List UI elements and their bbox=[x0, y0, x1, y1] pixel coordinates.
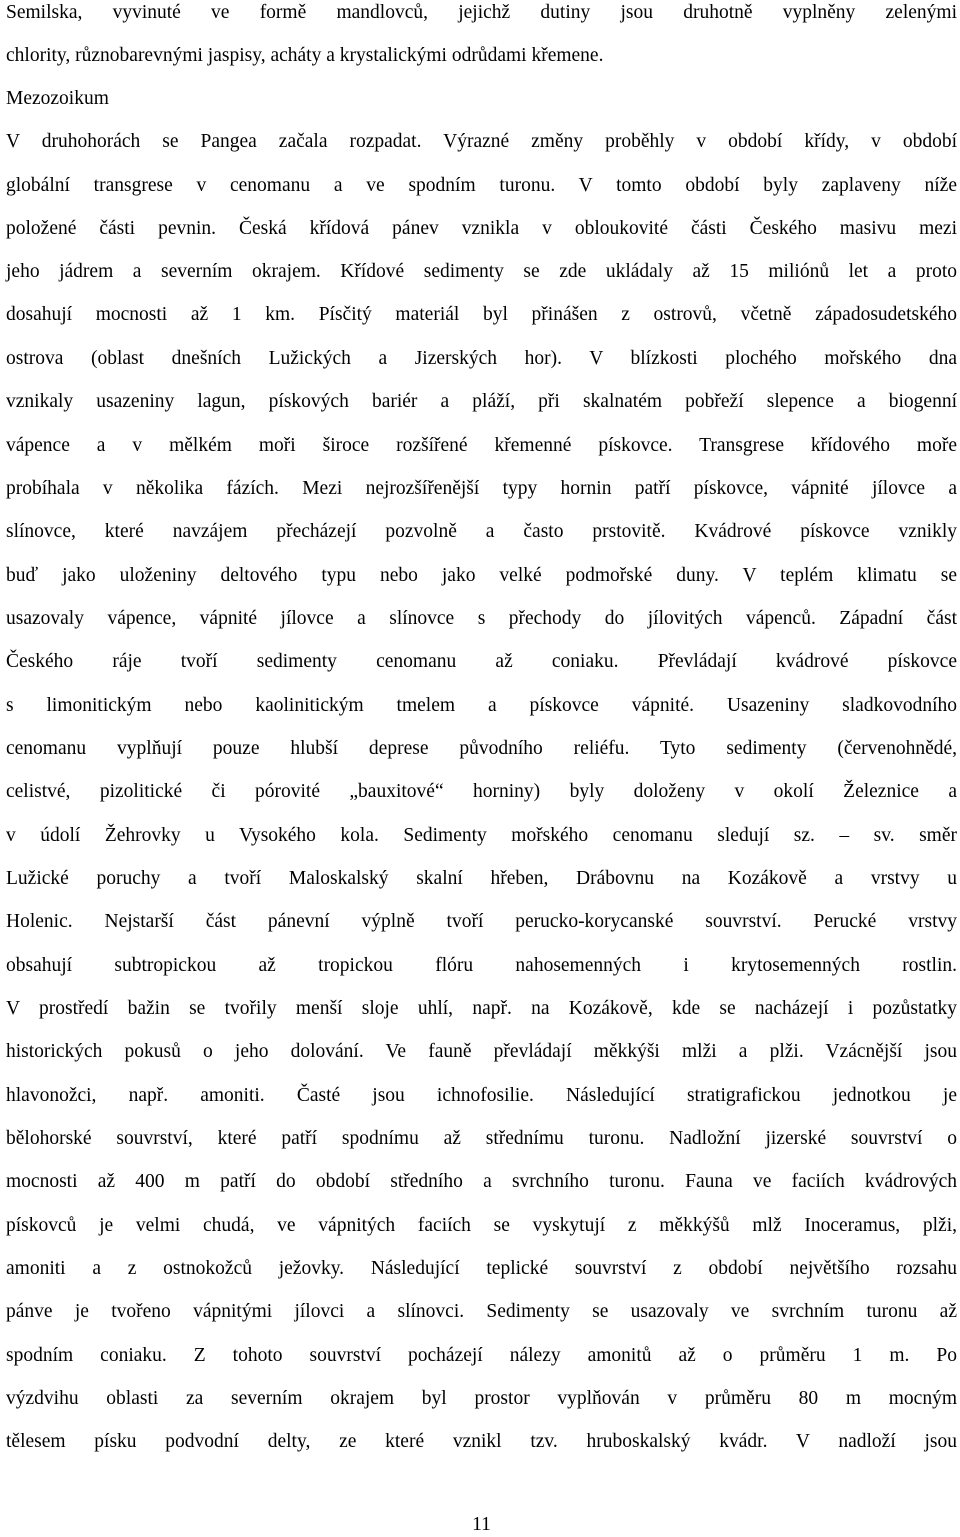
section-heading: Mezozoikum bbox=[6, 88, 109, 109]
text-line: spodním coniaku. Z tohoto souvrství pocházejí nálezy amonitů až o průměru 1 m. Po bbox=[6, 1345, 957, 1366]
text-line: jeho jádrem a severním okrajem. Křídové sedimenty se zde ukládaly až 15 miliónů let a proto bbox=[6, 261, 957, 282]
text-line: Českého ráje tvoří sedimenty cenomanu až coniaku. Převládají kvádrové pískovce bbox=[6, 651, 957, 672]
text-line: Lužické poruchy a tvoří Maloskalský skalní hřeben, Drábovnu na Kozákově a vrstvy u bbox=[6, 868, 957, 889]
page-number: 11 bbox=[472, 1514, 491, 1535]
text-line: hlavonožci, např. amoniti. Časté jsou ichnofosilie. Následující stratigrafickou jednotkou je bbox=[6, 1085, 957, 1106]
text-line: Semilska, vyvinuté ve formě mandlovců, jejichž dutiny jsou druhotně vyplněny zelenými bbox=[6, 2, 957, 23]
text-line: ostrova (oblast dnešních Lužických a Jizerských hor). V blízkosti plochého mořského dna bbox=[6, 348, 957, 369]
text-line: V prostředí bažin se tvořily menší sloje uhlí, např. na Kozákově, kde se nacházejí i pozůstatky bbox=[6, 998, 957, 1019]
text-line: mocnosti až 400 m patří do období středního a svrchního turonu. Fauna ve faciích kvádrových bbox=[6, 1171, 957, 1192]
text-line: obsahují subtropickou až tropickou flóru nahosemenných i krytosemenných rostlin. bbox=[6, 955, 957, 976]
text-line: globální transgrese v cenomanu a ve spodním turonu. V tomto období byly zaplaveny níže bbox=[6, 175, 957, 196]
text-line: tělesem písku podvodní delty, ze které vznikl tzv. hruboskalský kvádr. V nadloží jsou bbox=[6, 1431, 957, 1452]
text-line: v údolí Žehrovky u Vysokého kola. Sedimenty mořského cenomanu sledují sz. – sv. směr bbox=[6, 825, 957, 846]
text-line: Holenic. Nejstarší část pánevní výplně tvoří perucko-korycanské souvrství. Perucké vrstvy bbox=[6, 911, 957, 932]
text-line: pískovců je velmi chudá, ve vápnitých faciích se vyskytují z měkkýšů mlž Inoceramus, plži, bbox=[6, 1215, 957, 1236]
text-line: bělohorské souvrství, které patří spodnímu až střednímu turonu. Nadložní jizerské souvrství o bbox=[6, 1128, 957, 1149]
text-line: výzdvihu oblasti za severním okrajem byl prostor vyplňován v průměru 80 m mocným bbox=[6, 1388, 957, 1409]
text-line: amoniti a z ostnokožců ježovky. Následující teplické souvrství z období největšího rozsahu bbox=[6, 1258, 957, 1279]
text-line: vápence a v mělkém moři široce rozšířené křemenné pískovce. Transgrese křídového moře bbox=[6, 435, 957, 456]
text-line: chlority, různobarevnými jaspisy, acháty a krystalickými odrůdami křemene. bbox=[6, 45, 604, 66]
text-line: s limonitickým nebo kaolinitickým tmelem a pískovce vápnité. Usazeniny sladkovodního bbox=[6, 695, 957, 716]
text-line: buď jako uloženiny deltového typu nebo jako velké podmořské duny. V teplém klimatu se bbox=[6, 565, 957, 586]
text-line: probíhala v několika fázích. Mezi nejrozšířenější typy hornin patří pískovce, vápnité jílovce a bbox=[6, 478, 957, 499]
text-line: položené části pevnin. Česká křídová pánev vznikla v obloukovité části Českého masivu mezi bbox=[6, 218, 957, 239]
text-line: historických pokusů o jeho dolování. Ve fauně převládají měkkýši mlži a plži. Vzácnější jsou bbox=[6, 1041, 957, 1062]
document-page bbox=[6, 0, 957, 1537]
text-line: cenomanu vyplňují pouze hlubší deprese původního reliéfu. Tyto sedimenty (červenohnědé, bbox=[6, 738, 957, 759]
text-line: celistvé, pizolitické či pórovité „bauxitové“ horniny) byly doloženy v okolí Železnice a bbox=[6, 781, 957, 802]
text-line: usazovaly vápence, vápnité jílovce a slínovce s přechody do jílovitých vápenců. Západní část bbox=[6, 608, 957, 629]
text-line: pánve je tvořeno vápnitými jílovci a slínovci. Sedimenty se usazovaly ve svrchním turonu až bbox=[6, 1301, 957, 1322]
text-line: V druhohorách se Pangea začala rozpadat. Výrazné změny proběhly v období křídy, v období bbox=[6, 131, 957, 152]
text-line: dosahují mocnosti až 1 km. Písčitý materiál byl přinášen z ostrovů, včetně západosudetského bbox=[6, 304, 957, 325]
text-line: vznikaly usazeniny lagun, pískových bariér a pláží, při skalnatém pobřeží slepence a biogenní bbox=[6, 391, 957, 412]
text-line: slínovce, které navzájem přecházejí pozvolně a často prstovitě. Kvádrové pískovce vznikly bbox=[6, 521, 957, 542]
